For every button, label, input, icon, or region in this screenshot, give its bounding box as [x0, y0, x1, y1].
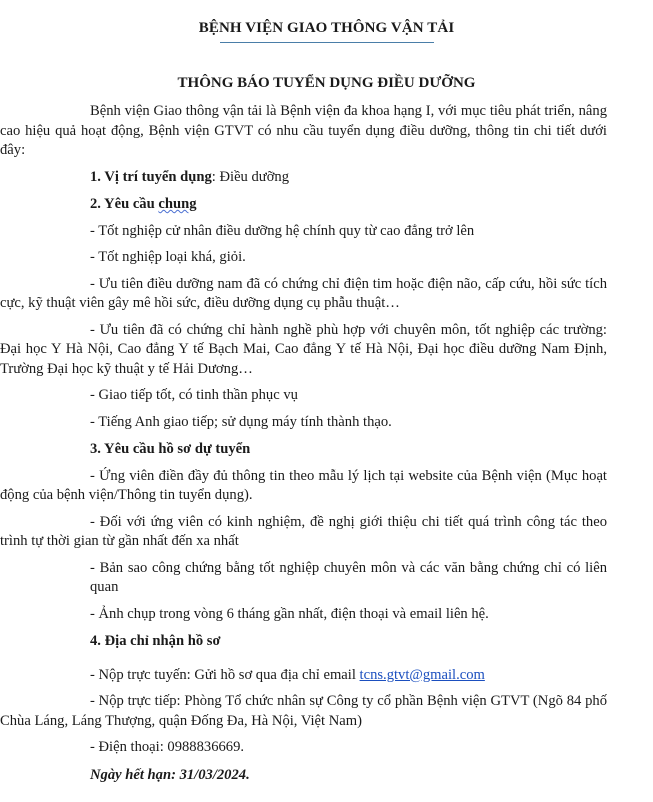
- online-submission: [90, 666, 607, 686]
- online-submission-text: - Nộp trực tuyến: Gửi hồ sơ qua địa chỉ email: [90, 666, 360, 683]
- document-header: [0, 20, 653, 43]
- documents-heading: 3. Yêu cầu hồ sơ dự tuyển: [90, 441, 251, 457]
- requirement-item: - Tốt nghiệp loại khá, giỏi.: [90, 249, 246, 265]
- phone-line: - Điện thoại: 0988836669.: [90, 739, 245, 755]
- header-divider: [220, 42, 434, 43]
- requirement-item: - Ưu tiên đã có chứng chỉ hành nghề phù hợp với chuyên môn, tốt nghiệp các trường: Đại học Y Hà Nội, Cao đẳng Y tế Bạch Mai, Cao đẳng Y tế Hà Nội, Đại học điều dưỡng Nam Định, Trường Đại học kỹ thuật y tế Hải Dương…: [0, 321, 607, 377]
- requirement-item: - Ưu tiên điều dưỡng nam đã có chứng chỉ điện tim hoặc điện não, cấp cứu, hồi sức tích cực, kỹ thuật viên gây mê hồi sức, điều dưỡng dụng cụ phẫu thuật…: [0, 275, 607, 311]
- requirements-heading: [90, 195, 607, 215]
- document-item: - Bản sao công chứng bằng tốt nghiệp chuyên môn và các văn bằng chứng chỉ có liên quan: [90, 559, 607, 595]
- intro-paragraph: Bệnh viện Giao thông vận tải là Bệnh viện đa khoa hạng I, với mục tiêu phát triển, nâng cao hiệu quả hoạt động, Bệnh viện GTVT có nhu cầu tuyển dụng điều dưỡng, thông tin chi tiết dưới đây:: [0, 103, 607, 158]
- address-heading: 4. Địa chỉ nhận hồ sơ: [90, 633, 221, 649]
- hospital-name: BỆNH VIỆN GIAO THÔNG VẬN TẢI: [198, 20, 455, 36]
- document-body: [0, 100, 607, 785]
- document-item: - Ảnh chụp trong vòng 6 tháng gần nhất, điện thoại và email liên hệ.: [90, 605, 489, 622]
- deadline: Ngày hết hạn: 31/03/2024.: [90, 766, 250, 783]
- direct-submission: - Nộp trực tiếp: Phòng Tổ chức nhân sự Công ty cổ phần Bệnh viện GTVT (Ngõ 84 phố Chùa Láng, Láng Thượng, quận Đống Đa, Hà Nội, Việt Nam): [0, 693, 607, 729]
- notice-title: THÔNG BÁO TUYỂN DỤNG ĐIỀU DƯỠNG: [177, 75, 476, 91]
- requirements-heading-prefix: 2. Yêu cầu: [90, 196, 159, 212]
- requirements-heading-underlined: chung: [158, 196, 197, 212]
- requirement-item: - Giao tiếp tốt, có tinh thần phục vụ: [90, 387, 298, 403]
- document-item: - Ứng viên điền đầy đủ thông tin theo mẫu lý lịch tại website của Bệnh viện (Mục hoạt động của bệnh viện/Thông tin tuyển dụng).: [0, 467, 607, 503]
- document-item: - Đối với ứng viên có kinh nghiệm, đề nghị giới thiệu chi tiết quá trình công tác theo trình tự thời gian từ gần nhất đến xa nhất: [0, 513, 607, 549]
- position-label: 1. Vị trí tuyển dụng: [90, 168, 212, 185]
- position-value: : Điều dưỡng: [211, 168, 290, 185]
- position-line: [90, 168, 607, 188]
- requirement-item: - Tiếng Anh giao tiếp; sử dụng máy tính thành thạo.: [90, 413, 392, 430]
- requirement-item: - Tốt nghiệp cử nhân điều dưỡng hệ chính quy từ cao đẳng trở lên: [90, 222, 475, 239]
- email-link[interactable]: tcns.gtvt@gmail.com: [359, 666, 485, 683]
